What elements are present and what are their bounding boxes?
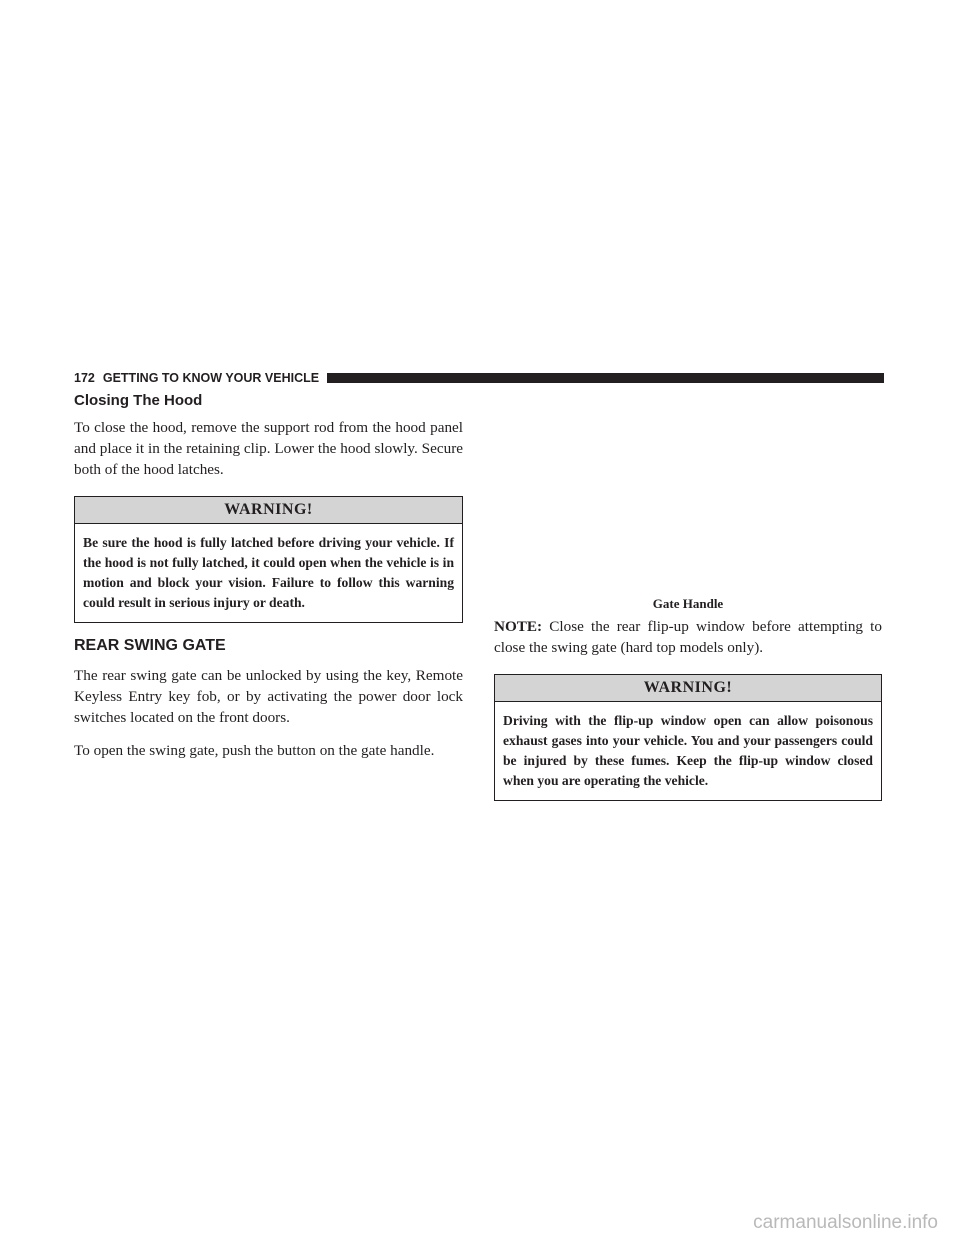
flip-up-warning-box (494, 674, 882, 801)
page-header (74, 370, 884, 386)
warning-text: Be sure the hood is fully latched before driving your vehicle. If the hood is not fully latched, it could open when the vehicle is in motion and block your vision. Failure to follow this warning could result in serious injury or death. (83, 535, 454, 610)
warning-title: WARNING! (75, 497, 462, 524)
closing-hood-paragraph: To close the hood, remove the support rod from the hood panel and place it in the retaining clip. Lower the hood slowly. Secure both of the hood latches. (74, 419, 463, 478)
rear-swing-gate-heading: REAR SWING GATE (74, 637, 226, 654)
rear-swing-gate-paragraph-1: The rear swing gate can be unlocked by using the key, Remote Keyless Entry key fob, or by activating the power door lock switches located on the front doors. (74, 667, 463, 726)
note-label: NOTE: (494, 618, 543, 635)
note-paragraph (494, 616, 882, 658)
warning-title: WARNING! (495, 675, 881, 702)
closing-hood-heading: Closing The Hood (74, 392, 203, 409)
gate-handle-figure (494, 392, 882, 612)
header-rule (327, 373, 884, 383)
figure-caption: Gate Handle (652, 596, 724, 611)
right-column (494, 392, 882, 815)
rear-swing-gate-paragraph-2: To open the swing gate, push the button on the gate handle. (74, 742, 435, 759)
warning-text: Driving with the flip-up window open can allow poisonous exhaust gases into your vehicle. You and your passengers could be injured by these fumes. Keep the flip-up window closed when you are operating the vehicle. (503, 713, 873, 788)
page-number: 172 (74, 371, 95, 385)
left-column (74, 392, 463, 773)
watermark: carmanualsonline.info (753, 1212, 938, 1233)
note-text: Close the rear flip-up window before attempting to close the swing gate (hard top models only). (494, 618, 882, 656)
section-title: GETTING TO KNOW YOUR VEHICLE (102, 371, 320, 385)
hood-warning-box (74, 496, 463, 623)
